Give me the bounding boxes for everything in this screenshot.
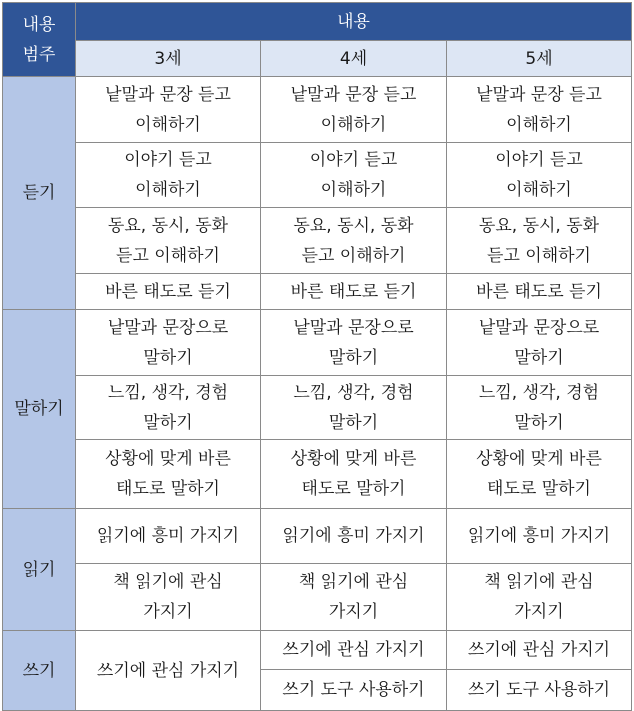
category-reading: 읽기 <box>3 509 76 631</box>
corner-header: 내용 범주 <box>3 3 76 77</box>
table-cell: 바른 태도로 듣기 <box>261 274 447 310</box>
table-cell: 바른 태도로 듣기 <box>447 274 632 310</box>
table-cell: 낱말과 문장 듣고 이해하기 <box>447 77 632 143</box>
table-cell: 쓰기에 관심 가지기 <box>76 631 261 711</box>
table-cell: 책 읽기에 관심 가지기 <box>76 564 261 631</box>
table-cell: 이야기 듣고 이해하기 <box>447 143 632 208</box>
table-cell: 쓰기 도구 사용하기 <box>447 670 632 711</box>
table-cell: 낱말과 문장으로 말하기 <box>447 310 632 376</box>
table-cell: 낱말과 문장으로 말하기 <box>261 310 447 376</box>
table-cell: 읽기에 흥미 가지기 <box>261 509 447 564</box>
table-cell: 바른 태도로 듣기 <box>76 274 261 310</box>
curriculum-table <box>2 2 632 711</box>
table-cell: 상황에 맞게 바른 태도로 말하기 <box>76 440 261 509</box>
category-writing: 쓰기 <box>3 631 76 711</box>
table-cell: 읽기에 흥미 가지기 <box>447 509 632 564</box>
content-header: 내용 <box>76 3 632 41</box>
table-cell: 쓰기에 관심 가지기 <box>447 631 632 670</box>
table-cell: 느낌, 생각, 경험 말하기 <box>76 376 261 440</box>
table-cell: 동요, 동시, 동화 듣고 이해하기 <box>76 208 261 274</box>
table-cell: 낱말과 문장 듣고 이해하기 <box>261 77 447 143</box>
table-cell: 상황에 맞게 바른 태도로 말하기 <box>261 440 447 509</box>
table-cell: 책 읽기에 관심 가지기 <box>261 564 447 631</box>
table-cell: 낱말과 문장 듣고 이해하기 <box>76 77 261 143</box>
age-3-header: 3세 <box>76 41 261 77</box>
table-cell: 상황에 맞게 바른 태도로 말하기 <box>447 440 632 509</box>
table-cell: 동요, 동시, 동화 듣고 이해하기 <box>261 208 447 274</box>
table-cell: 읽기에 흥미 가지기 <box>76 509 261 564</box>
table-cell: 느낌, 생각, 경험 말하기 <box>261 376 447 440</box>
table-cell: 동요, 동시, 동화 듣고 이해하기 <box>447 208 632 274</box>
category-listening: 듣기 <box>3 77 76 310</box>
category-speaking: 말하기 <box>3 310 76 509</box>
table-cell: 느낌, 생각, 경험 말하기 <box>447 376 632 440</box>
table-cell: 쓰기에 관심 가지기 <box>261 631 447 670</box>
table-cell: 책 읽기에 관심 가지기 <box>447 564 632 631</box>
table-cell: 낱말과 문장으로 말하기 <box>76 310 261 376</box>
table-cell: 이야기 듣고 이해하기 <box>261 143 447 208</box>
age-4-header: 4세 <box>261 41 447 77</box>
table-cell: 쓰기 도구 사용하기 <box>261 670 447 711</box>
age-5-header: 5세 <box>447 41 632 77</box>
table-cell: 이야기 듣고 이해하기 <box>76 143 261 208</box>
